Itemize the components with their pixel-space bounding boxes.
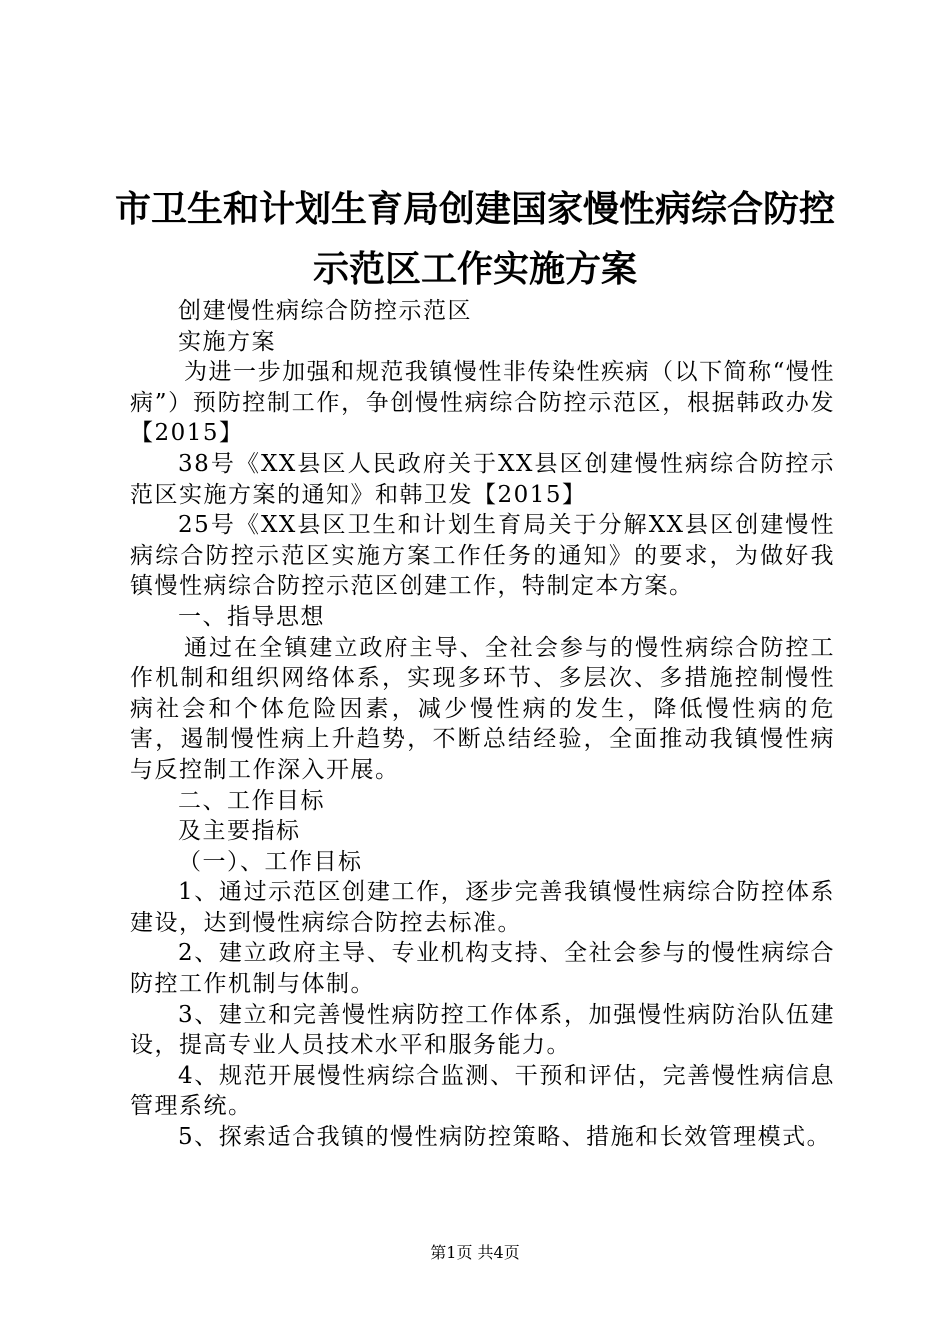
goal-item-1: 1、通过示范区创建工作，逐步完善我镇慢性病综合防控体系建设，达到慢性病综合防控去标准。 xyxy=(130,879,835,936)
section-heading-indicators: 及主要指标 xyxy=(178,818,301,845)
paragraph-heading-a: 创建慢性病综合防控示范区 xyxy=(178,298,472,324)
document-title-line-1: 市卫生和计划生育局创建国家慢性病综合防控 xyxy=(114,189,835,230)
paragraph-reference-38: 38号《XX县区人民政府关于XX县区创建慢性病综合防控示范区实施方案的通知》和韩卫发【2015】 xyxy=(130,450,835,508)
subsection-heading-goals: （一）、工作目标 xyxy=(178,848,363,875)
goal-item-5: 5、探索适合我镇的慢性病防控策略、措施和长效管理模式。 xyxy=(178,1124,832,1151)
paragraph-heading-b: 实施方案 xyxy=(178,328,276,355)
paragraph-intro: 为进一步加强和规范我镇慢性非传染性疾病（以下简称“慢性病”）预防控制工作，争创慢性病综合防控示范区，根据韩政办发【2015】 xyxy=(130,359,835,447)
goal-item-4: 4、规范开展慢性病综合监测、干预和评估，完善慢性病信息管理系统。 xyxy=(130,1062,835,1120)
goal-item-2: 2、建立政府主导、专业机构支持、全社会参与的慢性病综合防控工作机制与体制。 xyxy=(130,940,835,998)
document-title-line-2: 示范区工作实施方案 xyxy=(312,249,637,290)
paragraph-reference-25: 25号《XX县区卫生和计划生育局关于分解XX县区创建慢性病综合防控示范区实施方案工作任务的通知》的要求，为做好我镇慢性病综合防控示范区创建工作，特制定本方案。 xyxy=(130,512,835,600)
section-heading-guidance: 一、指导思想 xyxy=(178,603,325,630)
paragraph-guidance: 通过在全镇建立政府主导、全社会参与的慢性病综合防控工作机制和组织网络体系，实现多环节、多层次、多措施控制慢性病社会和个体危险因素，减少慢性病的发生，降低慢性病的危害，遏制慢性病上升趋势，不断总结经验，全面推动我镇慢性病与反控制工作深入开展。 xyxy=(130,634,835,783)
page-indicator: 第1页 共4页 xyxy=(430,1243,520,1262)
document-body xyxy=(130,296,835,1153)
section-heading-goals: 二、工作目标 xyxy=(178,787,325,814)
goal-item-3: 3、建立和完善慢性病防控工作体系，加强慢性病防治队伍建设，提高专业人员技术水平和服务能力。 xyxy=(130,1001,835,1059)
